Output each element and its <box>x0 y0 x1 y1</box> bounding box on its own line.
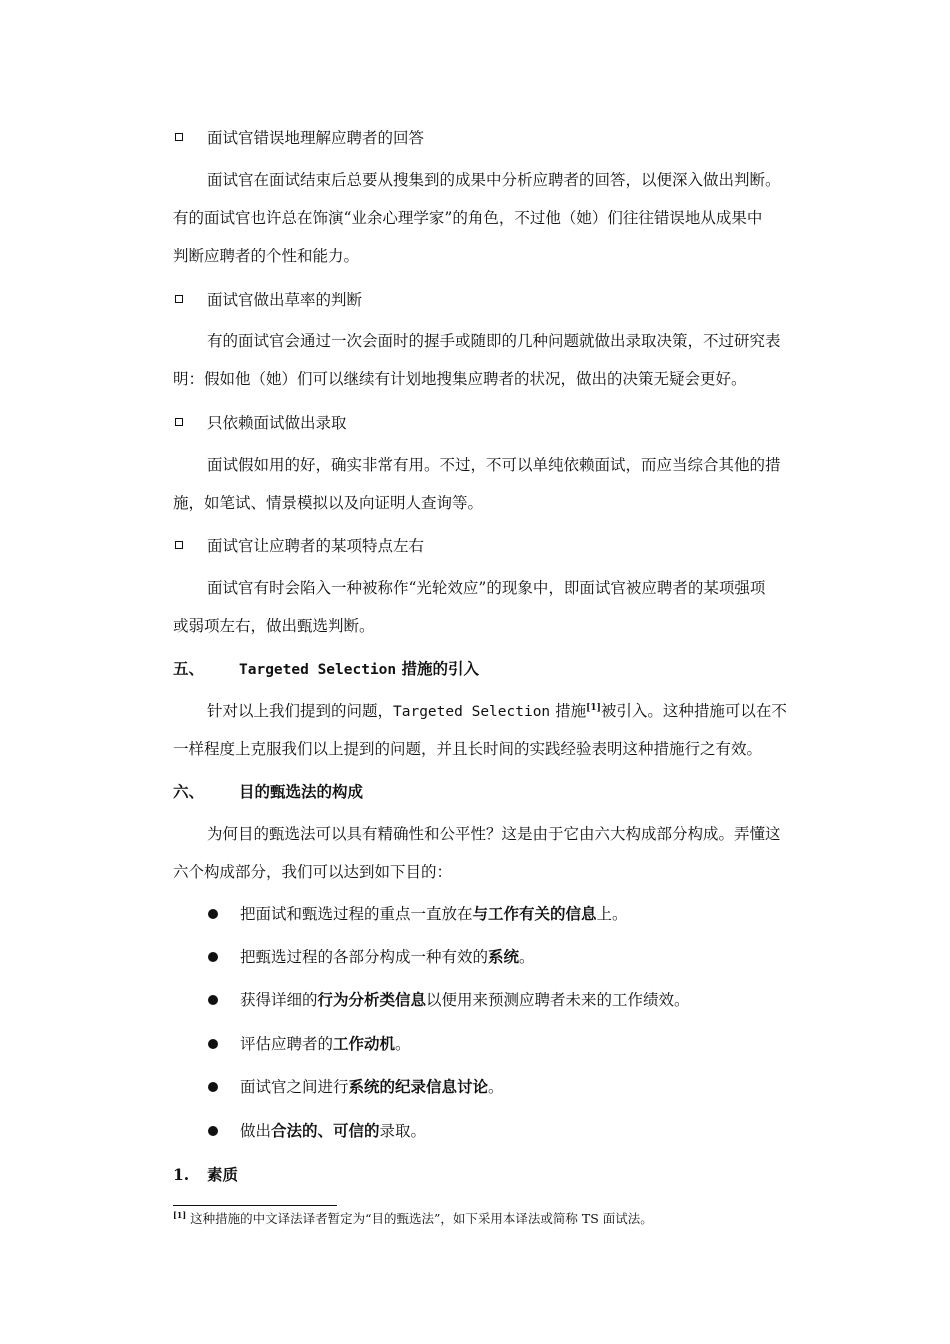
list-item-bold: 与工作有关的信息 <box>472 904 597 923</box>
list-item-text: 。 <box>519 948 535 966</box>
bullet-dot-icon <box>208 952 218 962</box>
section-title-cn: 措施的引入 <box>396 659 480 678</box>
list-item-bold: 系统的纪录信息讨论 <box>348 1077 489 1096</box>
section-title: 目的甄选法的构成 <box>239 782 364 801</box>
paragraph-line: 或弱项左右，做出甄选判断。 <box>173 617 375 635</box>
section-number: 六、 <box>173 782 205 801</box>
subsection-title: 素质 <box>207 1165 239 1184</box>
list-item-bold: 合法的、可信的 <box>271 1121 380 1140</box>
section-number: 五、 <box>173 659 205 678</box>
list-item-text: 。 <box>395 1035 411 1053</box>
bullet-dot-icon <box>208 1126 218 1136</box>
list-item-text: 把面试和甄选过程的重点一直放在 <box>240 905 473 923</box>
paragraph-line: 面试官在面试结束后总要从搜集到的成果中分析应聘者的回答，以便深入做出判断。 <box>207 171 781 189</box>
list-item-text: 录取。 <box>379 1122 427 1140</box>
list-item <box>240 1034 411 1054</box>
list-item-text: 上。 <box>596 905 628 923</box>
list-item-text: 做出 <box>240 1122 272 1140</box>
footnote <box>173 1211 653 1228</box>
paragraph-line: 面试官有时会陷入一种被称作“光轮效应”的现象中，即面试官被应聘者的某项强项 <box>207 579 766 597</box>
square-bullet-icon <box>175 295 183 303</box>
item-heading: 面试官错误地理解应聘者的回答 <box>207 129 425 147</box>
bullet-dot-icon <box>208 909 218 919</box>
list-item-text: 面试官之间进行 <box>240 1078 349 1096</box>
bullet-dot-icon <box>208 995 218 1005</box>
list-item <box>240 1077 504 1097</box>
paragraph-line: 面试假如用的好，确实非常有用。不过，不可以单纯依赖面试，而应当综合其他的措 <box>207 456 781 474</box>
footnote-text: 这种措施的中文译法译者暂定为“目的甄选法”，如下采用本译法或简称 TS 面试法。 <box>186 1211 653 1226</box>
list-item-text: 。 <box>488 1078 504 1096</box>
list-item-bold: 系统 <box>488 947 520 966</box>
subsection-number: 1. <box>173 1165 190 1184</box>
item-heading: 面试官让应聘者的某项特点左右 <box>207 537 425 555</box>
list-item-text: 以便用来预测应聘者未来的工作绩效。 <box>426 991 690 1009</box>
section-title-en: Targeted Selection <box>239 662 397 678</box>
paragraph-line: 有的面试官也许总在饰演“业余心理学家”的角色，不过他（她）们往往错误地从成果中 <box>173 209 763 227</box>
paragraph-line: 有的面试官会通过一次会面时的握手或随即的几种问题就做出录取决策，不过研究表 <box>207 332 781 350</box>
paragraph-line: 六个构成部分，我们可以达到如下目的： <box>173 863 453 881</box>
paragraph-line: 一样程度上克服我们以上提到的问题，并且长时间的实践经验表明这种措施行之有效。 <box>173 740 763 758</box>
square-bullet-icon <box>175 133 183 141</box>
footnote-divider <box>173 1205 337 1206</box>
paragraph-line: 判断应聘者的个性和能力。 <box>173 247 360 265</box>
footnote-ref-link[interactable]: [1] <box>586 703 601 713</box>
section-title <box>239 659 479 680</box>
list-item <box>240 1121 426 1141</box>
bullet-dot-icon <box>208 1039 218 1049</box>
line-text: 针对以上我们提到的问题， <box>207 702 394 720</box>
square-bullet-icon <box>175 418 183 426</box>
paragraph-line: 为何目的甄选法可以具有精确性和公平性？这是由于它由六大构成部分构成。弄懂这 <box>207 825 781 843</box>
list-item-text: 把甄选过程的各部分构成一种有效的 <box>240 948 489 966</box>
footnote-mark: [1] <box>173 1210 187 1220</box>
list-item-text: 评估应聘者的 <box>240 1035 334 1053</box>
item-heading: 面试官做出草率的判断 <box>207 291 363 309</box>
list-item-text: 获得详细的 <box>240 991 318 1009</box>
paragraph-line <box>207 701 787 724</box>
list-item <box>240 947 535 967</box>
paragraph-line: 明：假如他（她）们可以继续有计划地搜集应聘者的状况，做出的决策无疑会更好。 <box>173 370 747 388</box>
list-item <box>240 904 628 924</box>
line-text: 被引入。这种措施可以在不 <box>600 702 787 720</box>
line-text-en: Targeted Selection <box>393 704 551 720</box>
item-heading: 只依赖面试做出录取 <box>207 414 347 432</box>
list-item-bold: 行为分析类信息 <box>317 990 427 1009</box>
paragraph-line: 施，如笔试、情景模拟以及向证明人查询等。 <box>173 494 484 512</box>
list-item-bold: 工作动机 <box>333 1034 396 1053</box>
bullet-dot-icon <box>208 1082 218 1092</box>
list-item <box>240 990 690 1010</box>
square-bullet-icon <box>175 541 183 549</box>
line-text: 措施 <box>550 702 587 720</box>
